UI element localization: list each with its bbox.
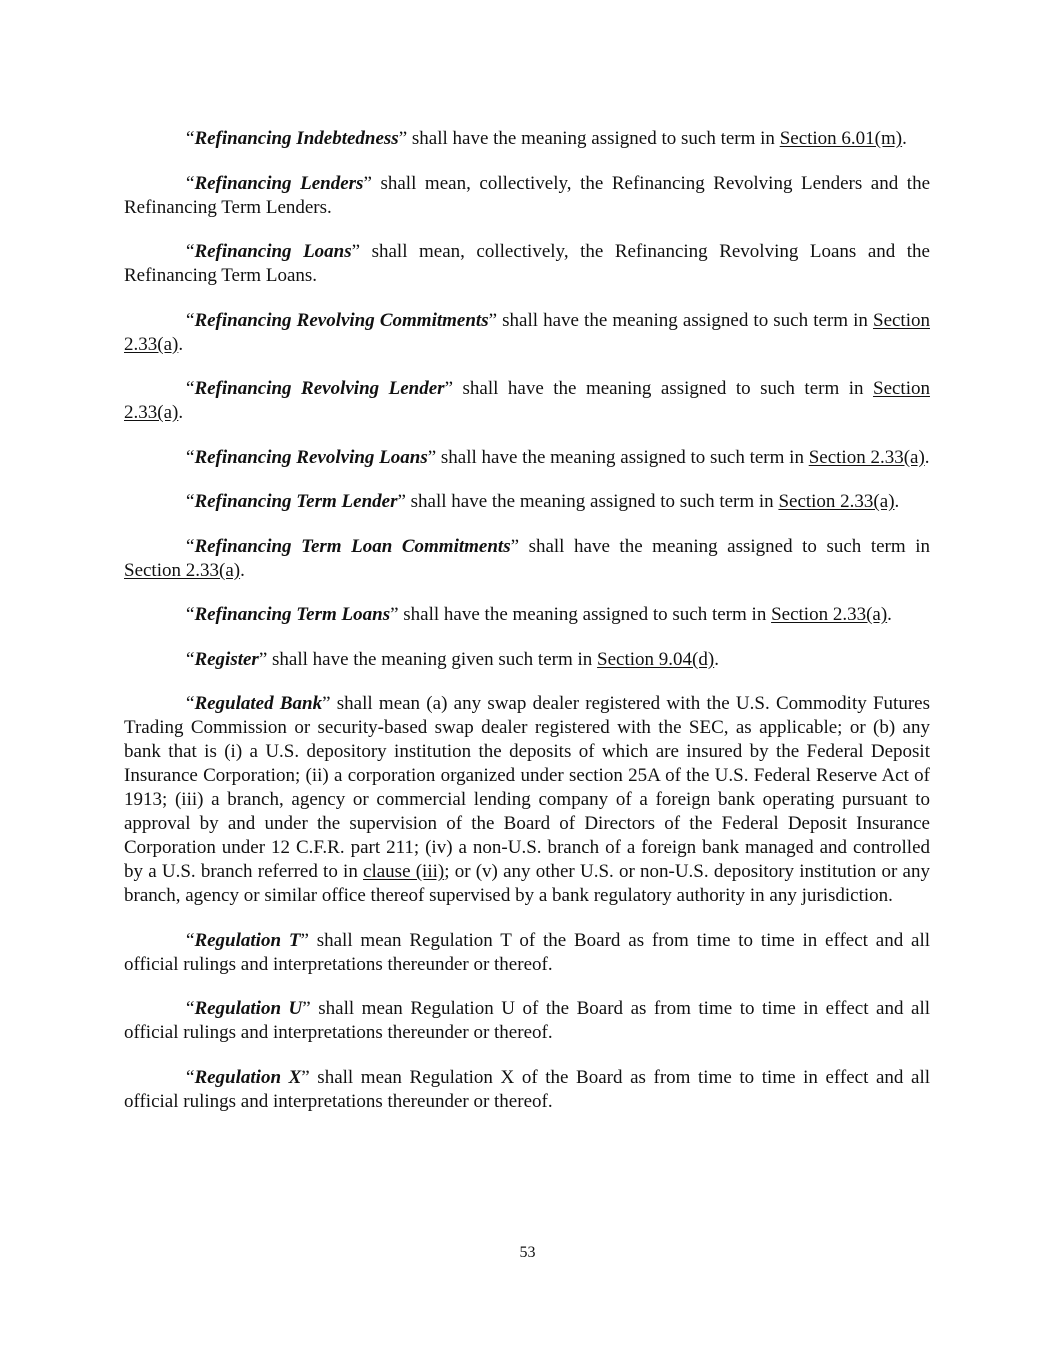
defined-term: Refinancing Loans <box>194 241 352 262</box>
definition-text-end: . <box>714 648 719 670</box>
definition-text: ” shall have the meaning assigned to such term in <box>390 604 772 625</box>
open-quote: “ <box>186 604 195 625</box>
definition-text-end: ; or (v) any other U.S. or non-U.S. depository institution or any branch, agency or similar office thereof supervised by a bank regulatory authority in any jurisdiction. <box>124 861 930 906</box>
definition-text: ” shall mean Regulation X of the Board as from time to time in effect and all official rulings and interpretations thereunder or thereof. <box>124 1066 930 1112</box>
definition-text: ” shall mean (a) any swap dealer registered with the U.S. Commodity Futures Trading Commission or security-based swap dealer registered with the SEC, as applicable; or (b) any bank that is (i) a U.S. depository institution the deposits of which are insured by the Federal Deposit Insurance Corporation; (ii) a corporation organized under section 25A of the U.S. Federal Reserve Act of 1913; (iii) a branch, agency or commercial lending company of a foreign bank operating pursuant to approval by and under the supervision of the Board of Directors of the Federal Deposit Insurance Corporation under 12 C.F.R. part 211; (iv) a non-U.S. branch of a foreign bank managed and controlled by a U.S. branch referred to in <box>124 693 930 882</box>
definition-text: ” shall have the meaning assigned to such term in <box>398 128 780 149</box>
definition-text: ” shall have the meaning assigned to such term in <box>397 491 779 512</box>
definition-refinancing-lenders <box>124 172 930 220</box>
defined-term: Refinancing Term Loans <box>194 604 391 625</box>
definition-refinancing-revolving-loans <box>124 446 930 470</box>
open-quote: “ <box>186 128 195 149</box>
defined-term: Refinancing Revolving Lender <box>194 378 445 399</box>
open-quote: “ <box>186 1066 195 1088</box>
definition-text: ” shall have the meaning assigned to such term in <box>427 446 809 468</box>
definition-refinancing-loans <box>124 240 930 288</box>
section-reference-link[interactable]: Section 2.33(a) <box>124 309 930 355</box>
definition-text: ” shall have the meaning assigned to such term in <box>444 378 873 399</box>
section-reference-link[interactable]: Section 2.33(a) <box>771 604 888 625</box>
section-reference-link[interactable]: Section 2.33(a) <box>778 491 895 512</box>
open-quote: “ <box>186 241 195 262</box>
definition-regulation-u <box>124 997 930 1045</box>
definition-text-end: . <box>240 559 245 581</box>
section-reference-link[interactable]: Section 6.01(m) <box>779 128 903 149</box>
open-quote: “ <box>186 929 195 951</box>
definition-text-end: . <box>178 402 184 423</box>
defined-term: Register <box>194 648 259 670</box>
open-quote: “ <box>186 648 195 670</box>
open-quote: “ <box>186 309 195 331</box>
section-reference-link[interactable]: Section 2.33(a) <box>124 559 241 581</box>
open-quote: “ <box>186 446 195 468</box>
definition-refinancing-term-loans <box>124 603 930 627</box>
definition-text-end: . <box>178 333 184 355</box>
section-reference-link[interactable]: Section 2.33(a) <box>124 378 930 423</box>
section-reference-link[interactable]: Section 9.04(d) <box>597 648 715 670</box>
defined-term: Refinancing Revolving Commitments <box>194 309 489 331</box>
defined-term: Refinancing Revolving Loans <box>194 446 428 468</box>
defined-term: Refinancing Lenders <box>194 172 364 194</box>
open-quote: “ <box>186 693 195 714</box>
defined-term: Regulation T <box>194 929 301 951</box>
section-reference-link[interactable]: Section 2.33(a) <box>808 446 925 468</box>
definition-regulated-bank <box>124 692 930 908</box>
definition-text: ” shall have the meaning assigned to such term in <box>488 309 873 331</box>
open-quote: “ <box>186 535 195 557</box>
open-quote: “ <box>186 172 195 194</box>
open-quote: “ <box>186 378 195 399</box>
open-quote: “ <box>186 998 195 1019</box>
clause-reference-link[interactable]: clause (iii) <box>363 861 445 882</box>
defined-term: Refinancing Indebtedness <box>194 128 399 149</box>
definition-refinancing-revolving-commitments <box>124 309 930 357</box>
definition-refinancing-term-lender <box>124 490 930 514</box>
definition-text: ” shall have the meaning assigned to such term in <box>510 535 930 557</box>
definition-register <box>124 648 930 672</box>
definition-text-end: . <box>902 128 907 149</box>
definition-text: ” shall have the meaning given such term in <box>258 648 598 670</box>
definition-regulation-x <box>124 1066 930 1114</box>
definition-regulation-t <box>124 929 930 977</box>
definition-text-end: . <box>924 446 930 468</box>
definition-text: ” shall mean Regulation U of the Board as from time to time in effect and all official rulings and interpretations thereunder or thereof. <box>124 998 930 1043</box>
defined-term: Regulated Bank <box>194 693 323 714</box>
definition-refinancing-revolving-lender <box>124 377 930 425</box>
definition-text-end: . <box>894 491 900 512</box>
defined-term: Refinancing Term Lender <box>194 491 398 512</box>
defined-term: Regulation U <box>194 998 303 1019</box>
definition-text: ” shall mean Regulation T of the Board as from time to time in effect and all official rulings and interpretations thereunder or thereof. <box>124 929 931 975</box>
definition-refinancing-term-loan-commitments <box>124 535 930 583</box>
definition-text-end: . <box>887 604 892 625</box>
defined-term: Regulation X <box>194 1066 302 1088</box>
open-quote: “ <box>186 491 195 512</box>
definition-text: ” shall mean, collectively, the Refinancing Revolving Lenders and the Refinancing Term Lenders. <box>124 172 930 218</box>
document-body <box>124 127 930 1134</box>
definition-refinancing-indebtedness <box>124 127 930 151</box>
definition-text: ” shall mean, collectively, the Refinancing Revolving Loans and the Refinancing Term Loans. <box>124 241 930 286</box>
defined-term: Refinancing Term Loan Commitments <box>194 535 511 557</box>
page-number: 53 <box>519 1244 536 1261</box>
